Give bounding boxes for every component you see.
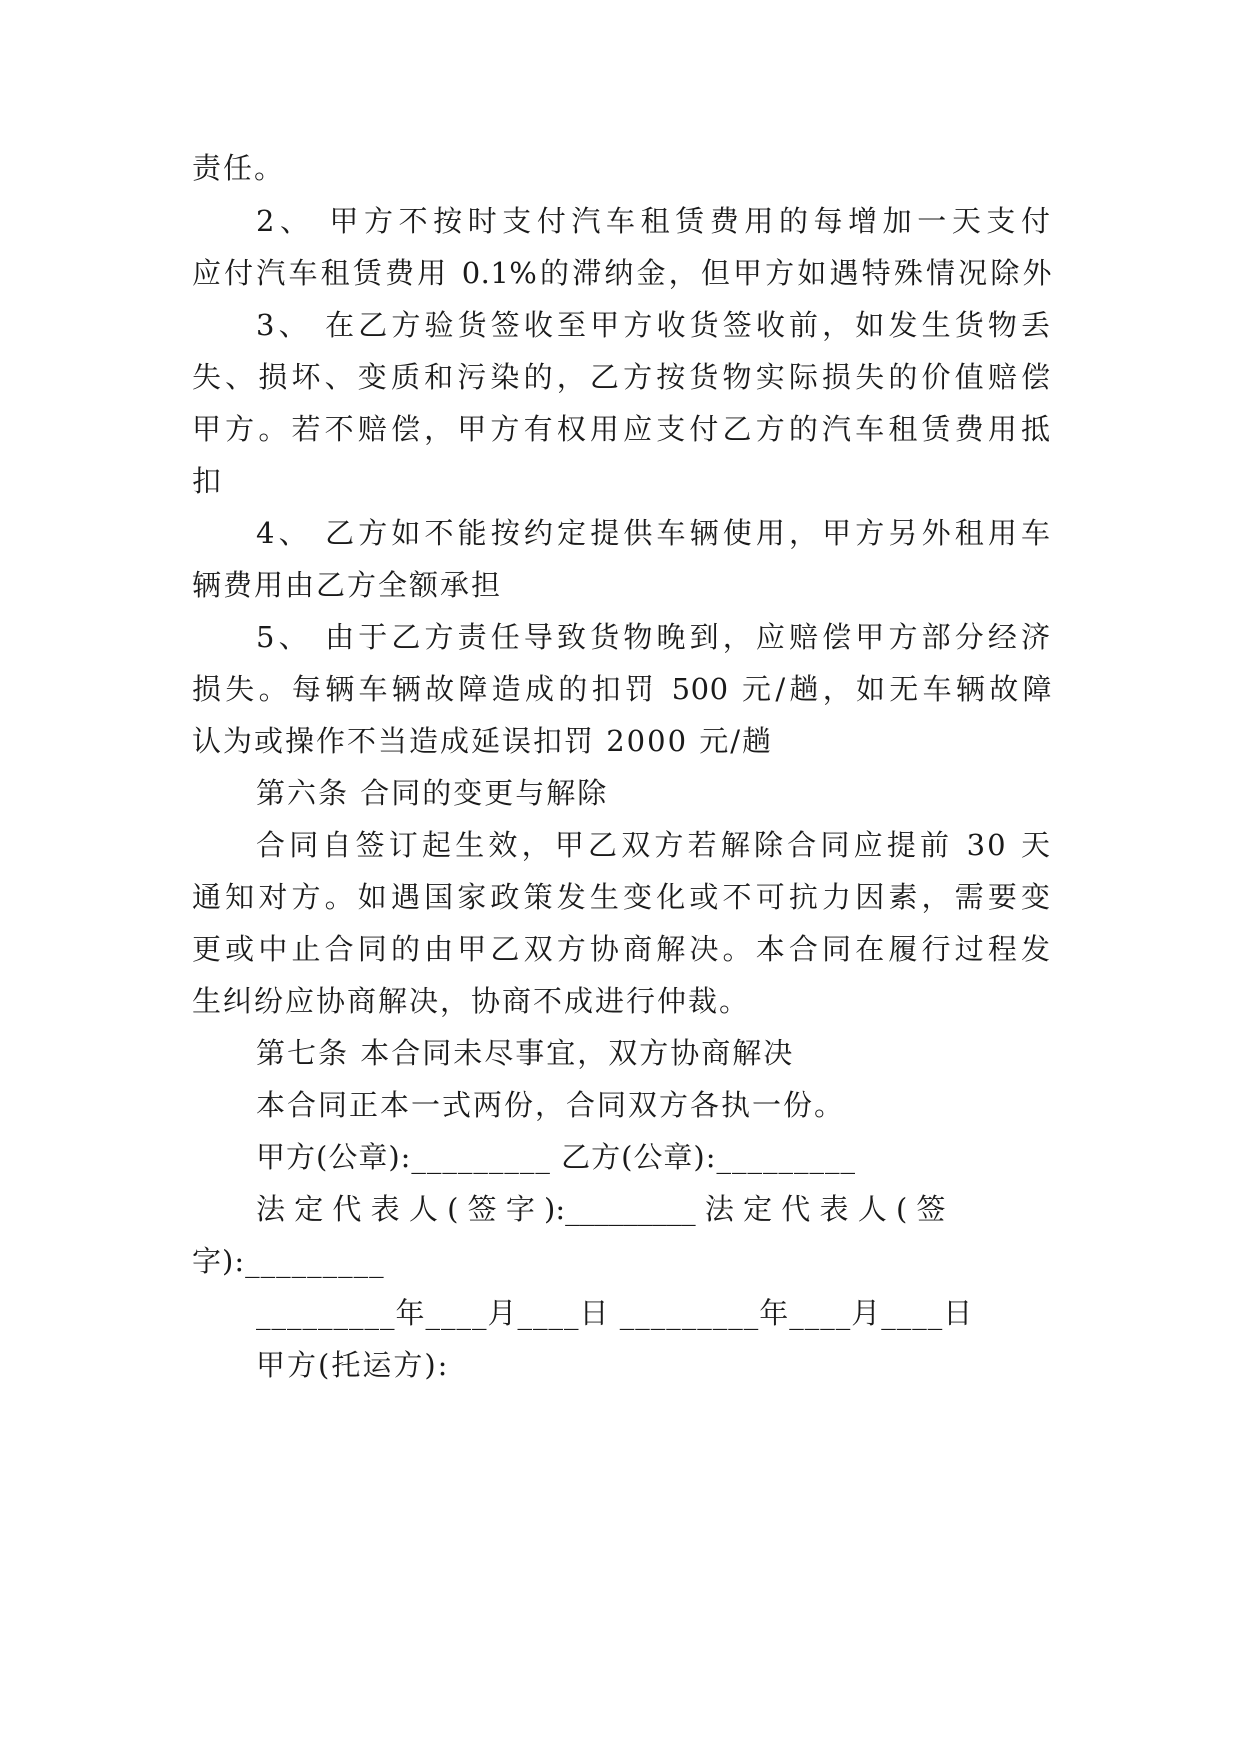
text-line: 辆费用由乙方全额承担 bbox=[192, 568, 503, 602]
text-line: 通知对方。如遇国家政策发生变化或不可抗力因素，需要变 bbox=[192, 880, 1052, 914]
text-line: 4、 乙方如不能按约定提供车辆使用，甲方另外租用车 bbox=[256, 516, 1052, 550]
text-line: 生纠纷应协商解决，协商不成进行仲裁。 bbox=[192, 984, 751, 1018]
text-line: 认为或操作不当造成延误扣罚 2000 元/趟 bbox=[192, 724, 774, 758]
date-line: _________年____月____日 _________年____月____日 bbox=[256, 1296, 974, 1330]
text-line: 扣 bbox=[192, 464, 224, 498]
text-line: 本合同正本一式两份，合同双方各执一份。 bbox=[256, 1088, 846, 1122]
text-line: 失、损坏、变质和污染的，乙方按货物实际损失的价值赔偿 bbox=[192, 360, 1052, 394]
text-line: 甲方。若不赔偿，甲方有权用应支付乙方的汽车租赁费用抵 bbox=[192, 412, 1052, 446]
signature-line-representative-cont: 字):_________ bbox=[192, 1244, 385, 1278]
text-line: 2、 甲方不按时支付汽车租赁费用的每增加一天支付 bbox=[256, 204, 1052, 238]
text-line: 3、 在乙方验货签收至甲方收货签收前，如发生货物丢 bbox=[256, 308, 1052, 342]
text-line: 应付汽车租赁费用 0.1%的滞纳金，但甲方如遇特殊情况除外 bbox=[192, 256, 1052, 290]
text-line: 损失。每辆车辆故障造成的扣罚 500 元/趟，如无车辆故障 bbox=[192, 672, 1052, 706]
section-heading: 第七条 本合同未尽事宜，双方协商解决 bbox=[256, 1036, 795, 1070]
text-line: 更或中止合同的由甲乙双方协商解决。本合同在履行过程发 bbox=[192, 932, 1052, 966]
section-heading: 第六条 合同的变更与解除 bbox=[256, 776, 609, 810]
signature-line-seal: 甲方(公章):_________ 乙方(公章):_________ bbox=[256, 1140, 857, 1174]
text-line: 责任。 bbox=[192, 151, 286, 185]
signature-line-representative: 法 定 代 表 人 ( 签 字 ):_________ 法 定 代 表 人 ( 签 bbox=[256, 1192, 946, 1226]
text-line: 5、 由于乙方责任导致货物晚到，应赔偿甲方部分经济 bbox=[256, 620, 1052, 654]
text-line: 合同自签订起生效，甲乙双方若解除合同应提前 30 天 bbox=[256, 828, 1052, 862]
party-a-label: 甲方(托运方): bbox=[256, 1348, 450, 1382]
